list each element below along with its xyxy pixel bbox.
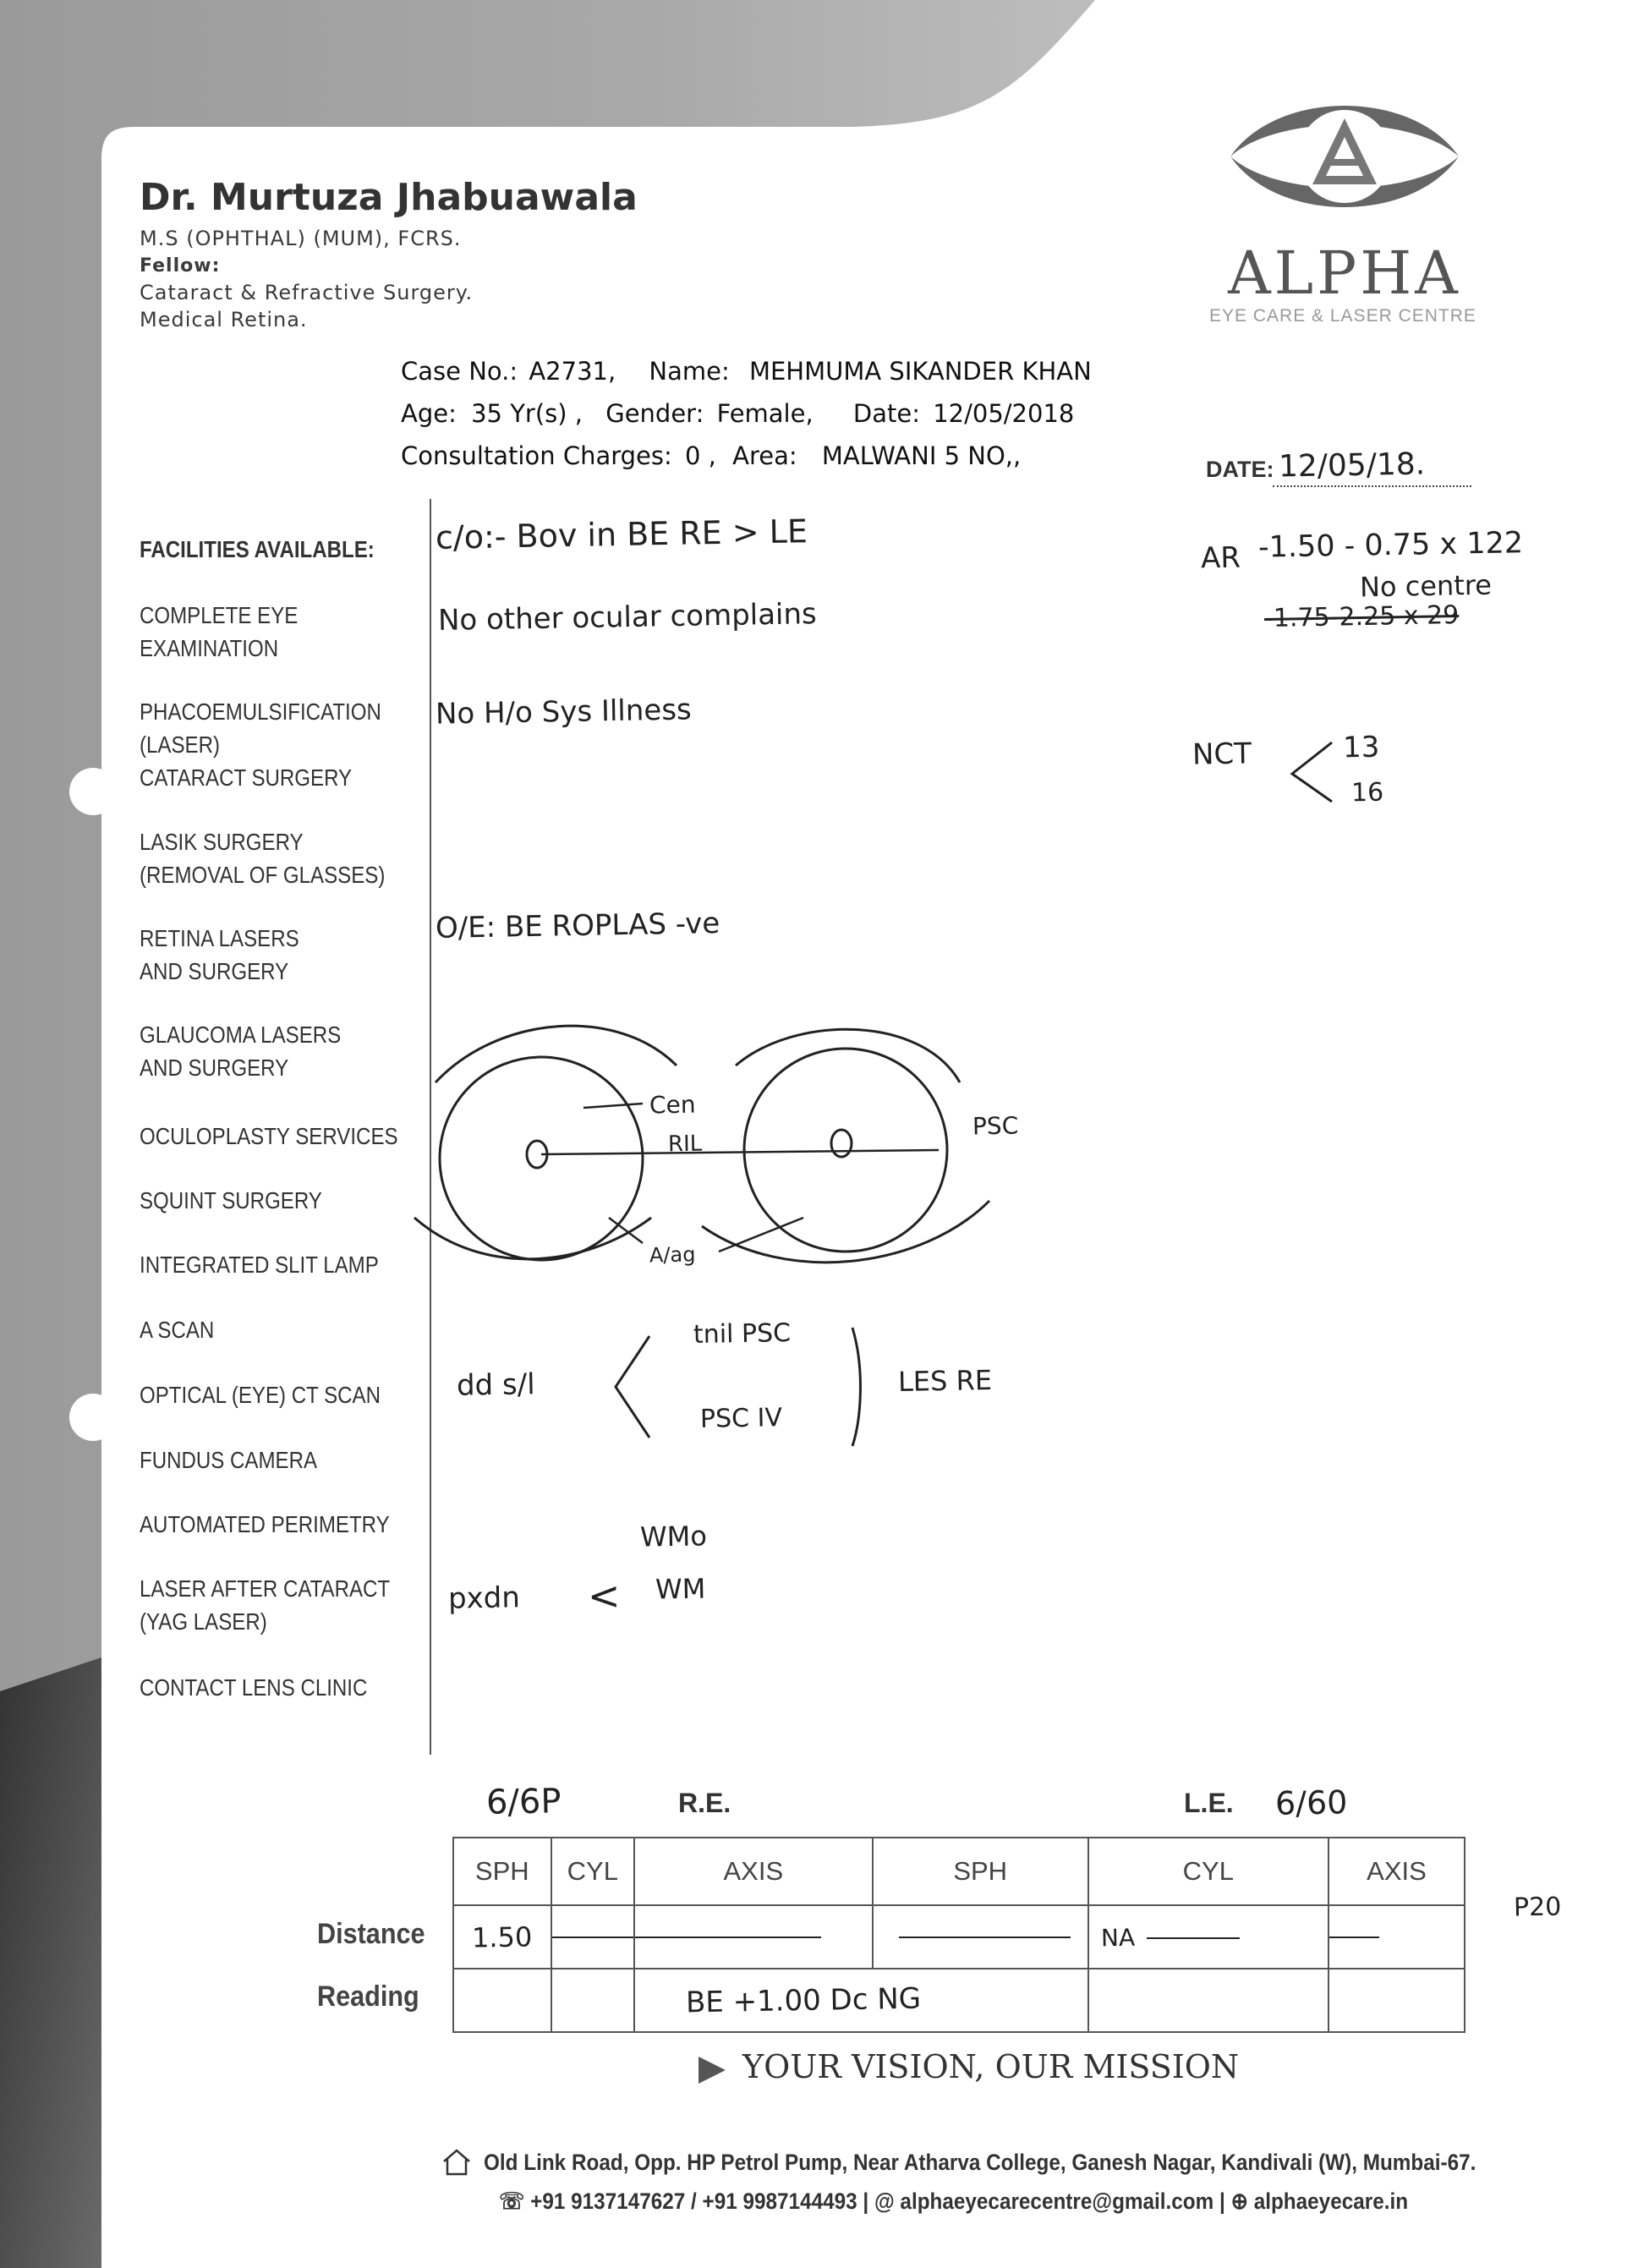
punch-hole-top	[69, 768, 117, 815]
date-label: Date:	[852, 399, 920, 428]
doctor-qualification: M.S (OPHTHAL) (MUM), FCRS.	[140, 227, 462, 250]
visit-date: 12/05/2018	[933, 399, 1075, 428]
footer-email[interactable]: alphaeyecarecentre@gmail.com	[900, 2189, 1214, 2214]
date-field-value: 12/05/18.	[1278, 446, 1426, 485]
tagline: YOUR VISION, OUR MISSION	[742, 2048, 1240, 2085]
date-field-underline	[1273, 485, 1471, 487]
table-header-row	[453, 1838, 1465, 1905]
header-le-cyl: CYL	[1088, 1838, 1329, 1905]
case-line-1	[401, 357, 1092, 386]
distance-re-axis	[634, 1905, 873, 1969]
footer-contacts: ☏ +91 9137147627 / +91 9987144493 | @ alphaeyecarecentre@gmail.com | ⊕ alphaeyecare.in	[499, 2189, 1409, 2214]
dd-label: dd s/l	[456, 1367, 535, 1403]
facility-oculoplasty: OCULOPLASTY SERVICES	[140, 1123, 398, 1149]
reading-le-axis	[1329, 1969, 1465, 2032]
name-label: Name:	[649, 357, 730, 386]
footer-website[interactable]: alphaeyecare.in	[1253, 2189, 1409, 2214]
dd-item-1: tnil PSC	[693, 1318, 792, 1350]
patient-gender: Female,	[716, 399, 814, 428]
fellowship-retina: Medical Retina.	[140, 308, 308, 331]
ar-label: AR	[1200, 540, 1241, 576]
patient-name: MEHMUMA SIKANDER KHAN	[748, 357, 1092, 386]
re-label: R.E.	[678, 1788, 731, 1818]
patient-area: MALWANI 5 NO,,	[821, 441, 1022, 470]
distance-le-cyl: NA	[1088, 1905, 1329, 1969]
phone-icon: ☏	[499, 2189, 525, 2214]
facility-fundus: FUNDUS CAMERA	[140, 1447, 318, 1473]
case-line-3	[401, 441, 1021, 470]
row-label-reading: Reading	[317, 1980, 419, 2013]
ar-reading-1: -1.50 - 0.75 x 122	[1257, 526, 1524, 565]
globe-icon: ⊕	[1230, 2189, 1248, 2214]
facility-glaucoma: GLAUCOMA LASERS AND SURGERY	[140, 1022, 342, 1081]
header-re-sph: SPH	[453, 1838, 551, 1905]
plan-item-1: WMo	[639, 1520, 708, 1553]
table-row-reading	[453, 1969, 1465, 2032]
footer-address: Old Link Road, Opp. HP Petrol Pump, Near Atharva College, Ganesh Nagar, Kandivali (W), Mumbai-67.	[484, 2150, 1476, 2175]
note-ocular: No other ocular complains	[437, 597, 818, 638]
case-no: A2731,	[529, 357, 616, 386]
punch-hole-bottom	[69, 1394, 117, 1441]
logo-subtitle: EYE CARE & LASER CENTRE	[1209, 306, 1476, 326]
nct-bracket-icon	[1285, 736, 1336, 812]
facility-ct-scan: OPTICAL (EYE) CT SCAN	[140, 1382, 381, 1408]
reading-le-cyl	[1088, 1969, 1329, 2032]
note-exam: O/E: BE ROPLAS -ve	[435, 907, 720, 945]
dd-item-2: PSC IV	[699, 1403, 783, 1434]
patient-age: 35 Yr(s) ,	[471, 399, 583, 428]
reading-re-cyl	[551, 1969, 634, 2032]
plan-label: pxdn	[447, 1580, 521, 1616]
case-no-label: Case No.:	[401, 357, 518, 386]
gender-label: Gender:	[605, 399, 704, 428]
age-label: Age:	[401, 399, 457, 428]
reading-re-sph	[453, 1969, 551, 2032]
le-vision-value: 6/60	[1274, 1783, 1348, 1822]
diagram-label-psc: PSC	[972, 1111, 1019, 1141]
ar-struck-reading: -1.75-2.25 x 29	[1263, 600, 1460, 634]
case-line-2	[401, 399, 1074, 428]
nct-value-1: 13	[1342, 730, 1380, 765]
prescription-table	[452, 1837, 1465, 2033]
facilities-title: FACILITIES AVAILABLE:	[140, 536, 375, 562]
footer-phones: +91 9137147627 / +91 9987144493	[530, 2189, 857, 2214]
distance-le-axis	[1329, 1905, 1465, 1969]
distance-le-sph	[873, 1905, 1088, 1969]
facility-phaco: PHACOEMULSIFICATION (LASER) CATARACT SURGERY	[140, 698, 381, 791]
header-re-cyl: CYL	[551, 1838, 634, 1905]
ar-reading-2: No centre	[1359, 568, 1493, 604]
reading-note: BE +1.00 Dc NG	[634, 1969, 1088, 2032]
nct-label: NCT	[1192, 737, 1252, 772]
date-field-label: DATE:	[1206, 457, 1274, 482]
doctor-name: Dr. Murtuza Jhabuawala	[140, 176, 638, 219]
header-le-sph: SPH	[873, 1838, 1088, 1905]
consultation-charges: 0 ,	[685, 441, 716, 470]
facility-a-scan: A SCAN	[140, 1317, 215, 1343]
side-note: P20	[1513, 1892, 1562, 1923]
email-icon: @	[874, 2189, 895, 2214]
note-complaint: c/o:- Bov in BE RE > LE	[435, 512, 808, 556]
nct-value-2: 16	[1350, 777, 1384, 808]
re-vision-value: 6/6P	[485, 1782, 562, 1822]
facility-squint: SQUINT SURGERY	[140, 1187, 322, 1213]
facility-lasik: LASIK SURGERY (REMOVAL OF GLASSES)	[140, 829, 386, 888]
dd-result: LES RE	[897, 1364, 993, 1398]
le-label: L.E.	[1184, 1788, 1234, 1818]
table-row-distance	[453, 1905, 1465, 1969]
eye-a-logo-icon	[1226, 85, 1463, 220]
header-re-axis: AXIS	[634, 1838, 873, 1905]
charges-label: Consultation Charges:	[401, 441, 672, 470]
facility-perimetry: AUTOMATED PERIMETRY	[140, 1511, 390, 1537]
note-history: No H/o Sys Illness	[435, 693, 693, 731]
facility-retina: RETINA LASERS AND SURGERY	[140, 925, 299, 984]
fellow-label: Fellow:	[140, 255, 221, 277]
distance-re-cyl	[551, 1905, 634, 1969]
facility-slit-lamp: INTEGRATED SLIT LAMP	[140, 1252, 379, 1278]
play-arrow-icon	[695, 2053, 729, 2087]
plan-bracket: <	[587, 1572, 622, 1619]
area-label: Area:	[732, 441, 797, 470]
facility-yag: LASER AFTER CATARACT (YAG LASER)	[140, 1575, 391, 1635]
facility-contact-lens: CONTACT LENS CLINIC	[140, 1674, 368, 1701]
logo-name: ALPHA	[1228, 238, 1461, 308]
diagram-label-cen: Cen	[649, 1090, 696, 1120]
facility-complete-eye: COMPLETE EYE EXAMINATION	[140, 602, 299, 661]
plan-item-2: WM	[655, 1572, 706, 1606]
diagram-label-aag: A/ag	[649, 1242, 696, 1268]
diagram-label-ril: RIL	[667, 1131, 703, 1158]
home-icon	[441, 2148, 472, 2177]
fellowship-cataract: Cataract & Refractive Surgery.	[140, 281, 474, 304]
row-label-distance: Distance	[317, 1918, 425, 1950]
distance-re-sph: 1.50	[453, 1905, 551, 1969]
header-le-axis: AXIS	[1329, 1838, 1465, 1905]
